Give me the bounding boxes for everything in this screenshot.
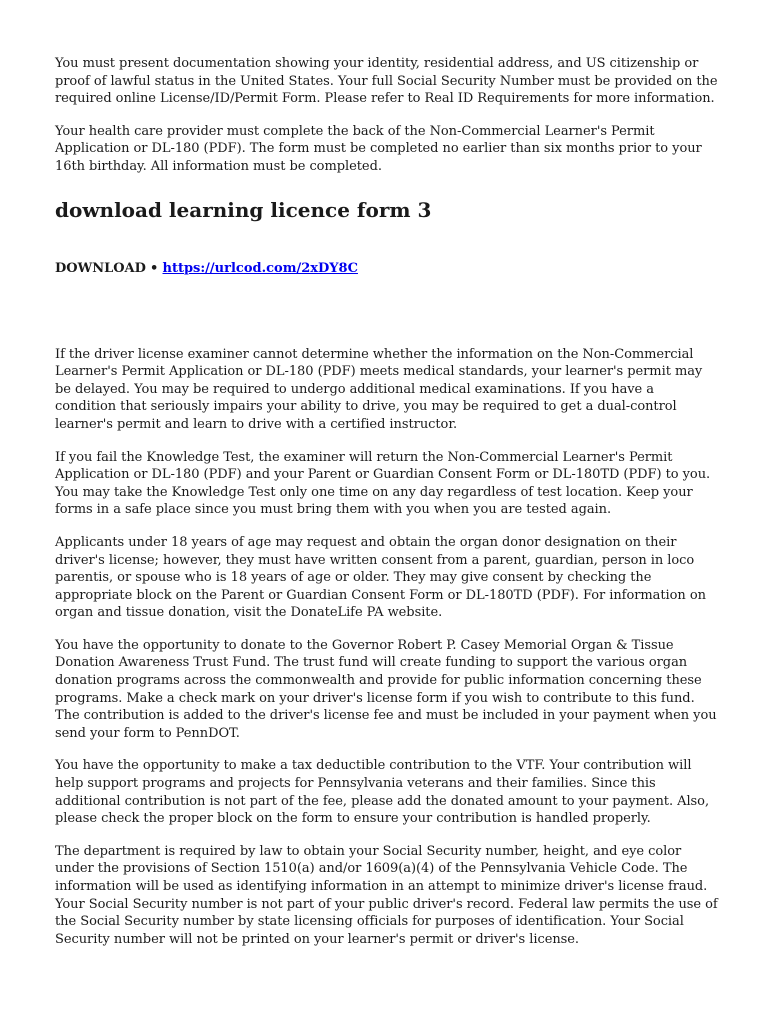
paragraph-trust-fund: You have the opportunity to donate to the Governor Robert P. Casey Memorial Organ & Tissue Donation Awareness Trust Fund. The trust fund will create funding to support the various organ donation programs across the commonwealth and provide for public information concerning these programs. Make a check mark on your driver's license form if you wish to contribute to this fund. The contribution is added to the driver's license fee and must be included in your payment when you send your form to PennDOT. [55,637,717,741]
download-label: DOWNLOAD [55,260,146,276]
spacer [55,277,718,346]
paragraph-vtf-contribution: You have the opportunity to make a tax deductible contribution to the VTF. Your contribution will help support programs and projects for Pennsylvania veterans and their families. Since this additional contribution is not part of the fee, please add the donated amount to your payment. Also, please check the proper block on the form to ensure your contribution is handled properly. [55,758,710,827]
paragraph-identity-documentation: You must present documentation showing your identity, residential address, and US citizenship or proof of lawful status in the United States. Your full Social Security Number must be provided on the required online License/ID/Permit Form. Please refer to Real ID Requirements for more information. [55,56,718,107]
paragraph-organ-donor: Applicants under 18 years of age may request and obtain the organ donor designation on their driver's license; however, they must have written consent from a parent, guardian, person in loco parentis, or spouse who is 18 years of age or older. They may give consent by checking the appropriate block on the Parent or Guardian Consent Form or DL-180TD (PDF). For information on organ and tissue donation, visit the DonateLife PA website. [55,534,706,621]
paragraph-health-care-provider: Your health care provider must complete the back of the Non-Commercial Learner's Permit Application or DL-180 (PDF). The form must be completed no earlier than six months prior to your 16th birthday. All information must be completed. [55,123,702,174]
download-line [55,260,718,277]
paragraph-social-security: The department is required by law to obtain your Social Security number, height, and eye color under the provisions of Section 1510(a) and/or 1609(a)(4) of the Pennsylvania Vehicle Code. The information will be used as identifying information in an attempt to minimize driver's license fraud. Your Social Security number is not part of your public driver's record. Federal law permits the use of the Social Security number by state licensing officials for purposes of identification. Your Social Security number will not be printed on your learner's permit or driver's license. [55,843,718,947]
paragraph-medical-standards: If the driver license examiner cannot determine whether the information on the Non-Commercial Learner's Permit Application or DL-180 (PDF) meets medical standards, your learner's permit may be delayed. You may be required to undergo additional medical examinations. If you have a condition that seriously impairs your ability to drive, you may be required to get a dual-control learner's permit and learn to drive with a certified instructor. [55,346,703,432]
download-link[interactable]: https://urlcod.com/2xDY8C [162,260,358,276]
page-heading: download learning licence form 3 [55,197,432,222]
download-separator: • [150,260,159,276]
paragraph-knowledge-test: If you fail the Knowledge Test, the examiner will return the Non-Commercial Learner's Permit Application or DL-180 (PDF) and your Parent or Guardian Consent Form or DL-180TD (PDF) to you. You may take the Knowledge Test only one time on any day regardless of test location. Keep your forms in a safe place since you must bring them with you when you are tested again. [55,449,711,518]
